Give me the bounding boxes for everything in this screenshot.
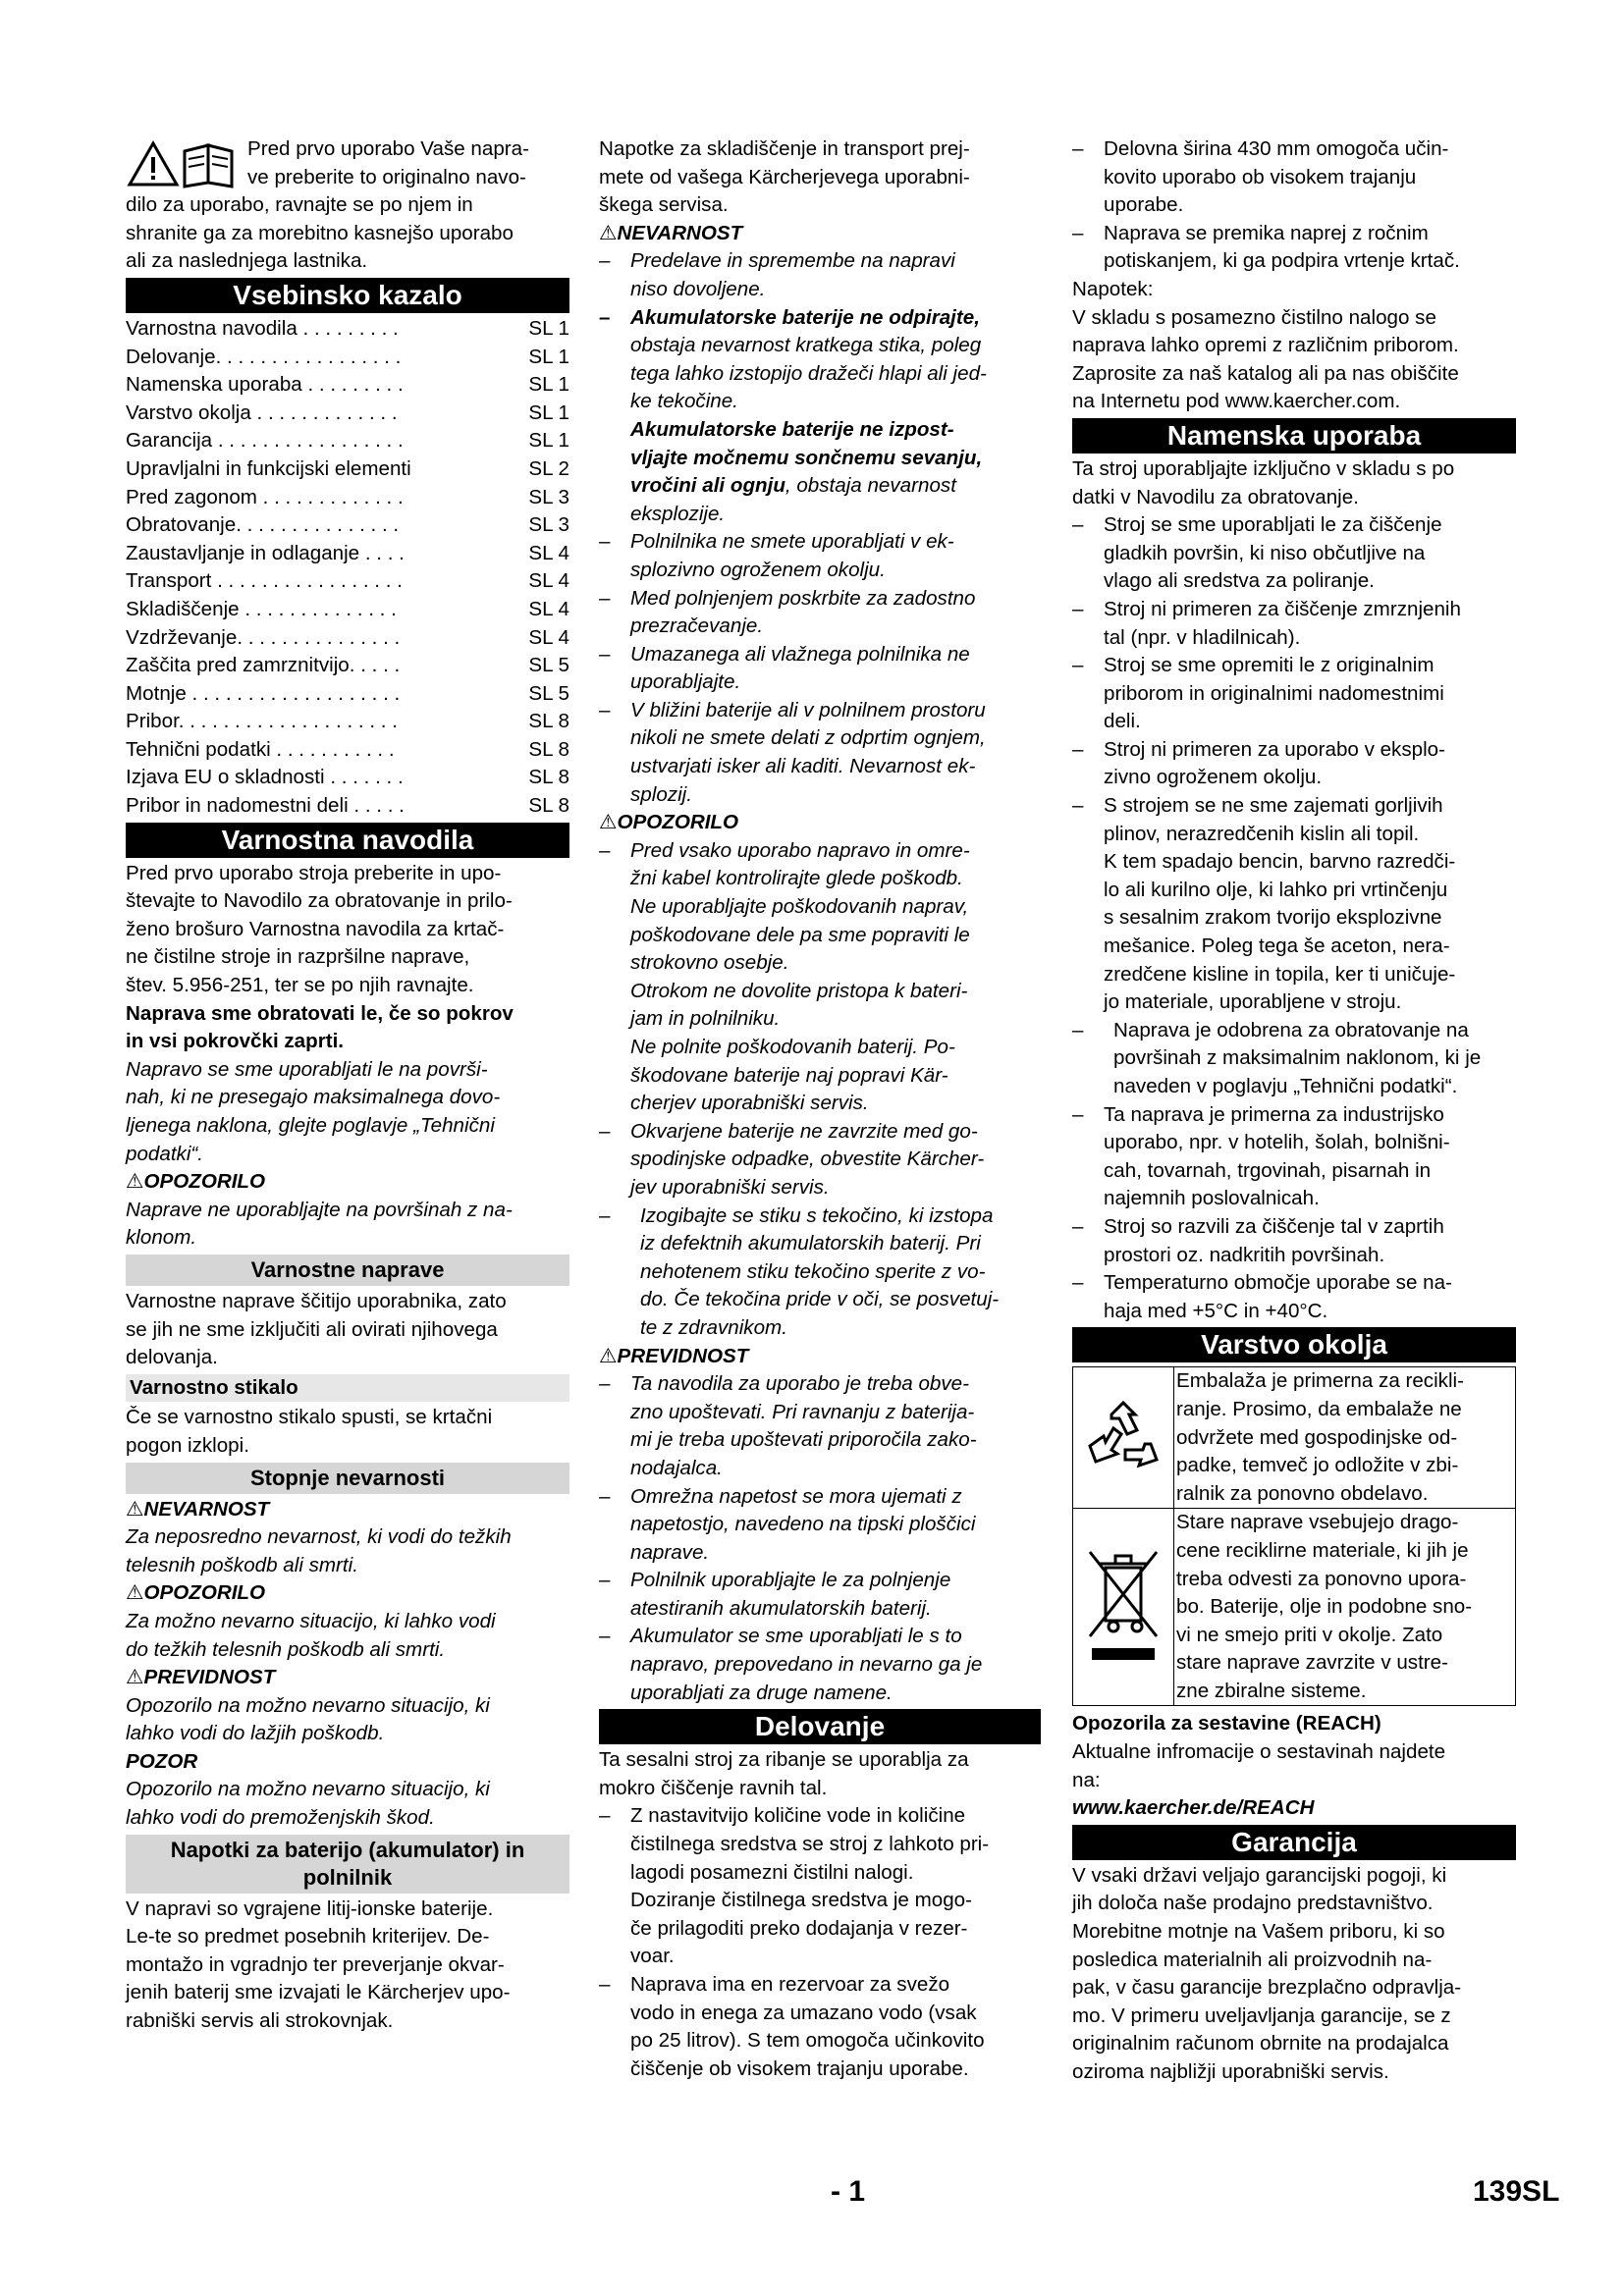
list-line: lo ali kurilno olje, ki lahko pri vrtinčenju	[1104, 878, 1448, 901]
toc-entry-page: SL 4	[528, 541, 569, 564]
list-item: – Temperaturno območje uporabe se na- haja med +5°C in +40°C.	[1072, 1269, 1516, 1325]
safety-heading: Varnostna navodila	[126, 823, 569, 858]
warning-label: ⚠OPOZORILO	[126, 1170, 266, 1194]
list-line: Predelave in spremembe na napravi	[630, 249, 955, 273]
list-line: Ne uporabljajte poškodovanih naprav,	[630, 895, 969, 919]
toc-entry-title: Zaščita pred zamrznitvijo. . . . .	[126, 654, 401, 677]
text-line: Pred prvo uporabo stroja preberite in upo-	[126, 861, 502, 884]
warning-label: POZOR	[126, 1749, 198, 1773]
text-line: odvržete med gospodinjske od-	[1176, 1425, 1458, 1449]
list-line: obstaja nevarnost kratkega stika, poleg	[630, 334, 982, 357]
table-of-contents	[126, 315, 569, 821]
list-line: splozij.	[630, 782, 692, 806]
list-line: Akumulatorske baterije ne izpost-	[630, 417, 954, 441]
list-line: plinov, nerazredčenih kislin ali topil.	[1104, 822, 1420, 845]
list-line: površinah z maksimalnim naklonom, ki je	[1113, 1046, 1482, 1070]
text-line: Le-te so predmet posebnih kriterijev. De-	[126, 1925, 490, 1949]
toc-entry-title: Varnostna navodila . . . . . . . . .	[126, 316, 399, 340]
text-line: Ta sesalni stroj za ribanje se uporablja za	[599, 1748, 969, 1772]
list-line: Okvarjene baterije ne zavrzite med go-	[630, 1119, 978, 1143]
warranty-heading: Garancija	[1072, 1825, 1516, 1860]
toc-entry-page: SL 4	[528, 625, 569, 649]
switch-heading: Varnostno stikalo	[126, 1374, 569, 1403]
list-line: po 25 litrov). S tem omogoča učinkovito	[630, 2029, 985, 2053]
list-line: atestiranih akumulatorskih baterij.	[630, 1596, 932, 1620]
list-line: naprave.	[630, 1540, 710, 1564]
list-item: – Stroj ni primeren za čiščenje zmrznjenih tal (npr. v hladilnicah).	[1072, 596, 1516, 652]
text-line: jenih baterij sme izvajati le Kärcherjev upo-	[126, 1981, 511, 2004]
list-line: napravo, prepovedano in nevarno ga je	[630, 1653, 983, 1677]
list-line: Otrokom ne dovolite pristopa k bateri-	[630, 979, 968, 1002]
toc-entry-title: Izjava EU o skladnosti . . . . . . .	[126, 766, 404, 789]
toc-entry-title: Zaustavljanje in odlaganje . . . .	[126, 541, 405, 564]
levels-heading: Stopnje nevarnosti	[126, 1463, 569, 1494]
bold-line: Naprava sme obratovati le, če so pokrov	[126, 1001, 514, 1025]
text-line: treba odvesti za ponovno upora-	[1176, 1567, 1467, 1590]
list-item: – Polnilnika ne smete uporabljati v ek- splozivno ogroženem okolju.	[599, 528, 1041, 584]
intended-use-heading: Namenska uporaba	[1072, 418, 1516, 454]
text-line: Embalaža je primerna za recikli-	[1176, 1369, 1464, 1393]
list-line: zivno ogroženem okolju.	[1104, 766, 1323, 789]
list-item: – Naprava je odobrena za obratovanje na površinah z maksimalnim naklonom, ki je naveden v poglavju „Tehnični podatki“.	[1072, 1017, 1516, 1101]
list-item: – Pred vsako uporabo napravo in omre- žni kabel kontrolirajte glede poškodb. Ne uporabljajte poškodovanih naprav, poškodovane dele pa sme popraviti le strokovno osebje. Otrokom ne dovolite pristopa k bateri- jam in polnilniku. Ne polnite poškodovanih baterij. Po- škodovane baterije naj popravi Kär- cherjev uporabniški servis.	[599, 837, 1041, 1118]
list-line: žni kabel kontrolirajte glede poškodb.	[630, 867, 963, 890]
list-line: Stroj se sme uporabljati le za čiščenje	[1104, 513, 1442, 537]
text-line: škega servisa.	[599, 193, 729, 217]
toc-entry-page: SL 5	[528, 681, 569, 705]
toc-entry[interactable]	[126, 427, 569, 455]
intro-line: Pred prvo uporabo Vaše napra-	[247, 137, 529, 160]
toc-entry-page: SL 1	[528, 373, 569, 397]
italic-line: Za neposredno nevarnost, ki vodi do težkih	[126, 1525, 512, 1549]
text-line: posledica materialnih ali proizvodnih na-	[1072, 1948, 1433, 1971]
environment-text	[1174, 1509, 1515, 1705]
list-item: – Izogibajte se stiku s tekočino, ki izstopa iz defektnih akumulatorskih baterij. Pri nehotenem stiku tekočino sperite z vo- do. Če tekočina pride v oči, se posvetuj- te z zdravnikom.	[599, 1202, 1041, 1343]
list-line: prostori oz. nadkritih površinah.	[1104, 1243, 1385, 1266]
battery-heading-line: Napotki za baterijo (akumulator) in	[170, 1837, 525, 1862]
list-line: čistilnega sredstva se stroj z lahkoto pri-	[630, 1833, 990, 1856]
italic-line: Opozorilo na možno nevarno situacijo, ki	[126, 1693, 490, 1717]
toc-entry[interactable]	[126, 596, 569, 624]
list-item: – Z nastavitvijo količine vode in količine čistilnega sredstva se stroj z lahkoto pri- lagodi posamezni čistilni nalogi. Doziranje čistilnega sredstva je mogo- če prilagoditi preko dodajanja v rezer- voar.	[599, 1802, 1041, 1971]
text-line: ranje. Prosimo, da embalaže ne	[1176, 1397, 1462, 1420]
list-item: – Umazanega ali vlažnega polnilnika ne uporabljajte.	[599, 641, 1041, 697]
list-line: Pred vsako uporabo napravo in omre-	[630, 838, 970, 862]
text-line: Zaprosite za naš katalog ali pa nas obiščite	[1072, 361, 1459, 385]
list-line: kovito uporabo ob visokem trajanju	[1104, 165, 1417, 188]
intro-block	[126, 135, 569, 276]
column-3	[1072, 135, 1516, 2087]
text-line: rabniški servis ali strokovnjak.	[126, 2009, 394, 2033]
text-line: montažo in vgradnjo ter preverjanje okvar-	[126, 1952, 505, 1976]
list-line: Z nastavitvijo količine vode in količine	[630, 1804, 966, 1828]
toc-entry-title: Vzdrževanje. . . . . . . . . . . . . . .	[126, 625, 401, 649]
text-line: naprava lahko opremi z različnim priborom.	[1072, 334, 1459, 357]
text-line: štev. 5.956-251, ter se po njih ravnajte.	[126, 974, 474, 997]
list-line: Naprava se premika naprej z ročnim	[1104, 221, 1429, 244]
list-line: Stroj so razvili za čiščenje tal v zaprtih	[1104, 1214, 1444, 1238]
list-line: škodovane baterije naj popravi Kär-	[630, 1063, 948, 1087]
toc-entry-page: SL 3	[528, 513, 569, 537]
list-line: haja med +5°C in +40°C.	[1104, 1299, 1328, 1322]
warning-label: ⚠OPOZORILO	[599, 811, 739, 834]
page-code: 139SL	[1473, 2175, 1560, 2208]
list-line: potiskanjem, ki ga podpira vrtenje krtač.	[1104, 249, 1460, 273]
toc-entry-page: SL 8	[528, 766, 569, 789]
list-line: gladkih površin, ki niso občutljive na	[1104, 541, 1426, 564]
list-item: – Stroj se sme opremiti le z originalnim priborom in originalnimi nadomestnimi deli.	[1072, 652, 1516, 736]
toc-entry-title: Tehnični podatki . . . . . . . . . . .	[126, 737, 395, 761]
list-line: nodajalca.	[630, 1456, 723, 1479]
text-line: mokro čiščenje ravnih tal.	[599, 1776, 828, 1799]
toc-entry[interactable]	[126, 792, 569, 821]
battery-heading-line: polnilnik	[302, 1864, 393, 1890]
note-label: Napotek:	[1072, 277, 1154, 300]
text-line: mo. V primeru uveljavljanja garancije, se z	[1072, 2003, 1451, 2027]
recycle-icon	[1073, 1367, 1174, 1508]
italic-line: lahko vodi do lažjih poškodb.	[126, 1722, 385, 1745]
intro-line: dilo za uporabo, ravnajte se po njem in	[126, 193, 473, 217]
list-line: splozivno ogroženem okolju.	[630, 558, 886, 581]
list-line: uporabljati za druge namene.	[630, 1681, 893, 1704]
italic-line: do težkih telesnih poškodb ali smrti.	[126, 1637, 446, 1661]
list-line: Umazanega ali vlažnega polnilnika ne	[630, 642, 970, 666]
list-line: lagodi posamezni čistilni nalogi.	[630, 1860, 914, 1884]
list-line: do. Če tekočina pride v oči, se posvetuj-	[640, 1288, 1000, 1311]
italic-line: lahko vodi do premoženjskih škod.	[126, 1806, 435, 1830]
list-line: Ta naprava je primerna za industrijsko	[1104, 1102, 1444, 1126]
list-line: vljajte močnemu sončnemu sevanju,	[630, 446, 983, 469]
text-line: števajte to Navodilo za obratovanje in prilo-	[126, 889, 513, 913]
toc-entry-page: SL 8	[528, 794, 569, 818]
list-line: mešanice. Poleg tega še aceton, nera-	[1104, 934, 1450, 958]
italic-line: Za možno nevarno situacijo, ki lahko vodi	[126, 1609, 496, 1632]
toc-entry[interactable]	[126, 371, 569, 400]
list-line: Ta navodila za uporabo je treba obve-	[630, 1372, 969, 1396]
list-item: – Akumulator se sme uporabljati le s to napravo, prepovedano in nevarno ga je uporabljati za druge namene.	[599, 1623, 1041, 1707]
list-line: K tem spadajo bencin, barvno razredči-	[1104, 850, 1456, 874]
list-line: Temperaturno območje uporabe se na-	[1104, 1271, 1452, 1295]
text-line: oziroma najbližji uporabniški servis.	[1072, 2060, 1389, 2083]
list-item: – Stroj se sme uporabljati le za čiščenje gladkih površin, ki niso občutljive na vlago ali sredstva za poliranje.	[1072, 511, 1516, 596]
list-line: zno upoštevati. Pri ravnanju z baterija-	[630, 1400, 975, 1423]
list-line: s sesalnim zrakom tvorijo eksplozivne	[1104, 906, 1442, 930]
text-line: originalnim računom obrnite na prodajalca	[1072, 2032, 1449, 2056]
text-line: padke, temveč jo odložite v zbi-	[1176, 1454, 1459, 1477]
toc-entry[interactable]	[126, 736, 569, 765]
intended-use-list	[1072, 511, 1516, 1325]
environment-row	[1073, 1508, 1515, 1705]
list-line: jam in polnilniku.	[630, 1007, 781, 1031]
text-line: delovanja.	[126, 1346, 218, 1369]
warning-manual-icon	[126, 137, 242, 188]
italic-line: telesnih poškodb ali smrti.	[126, 1553, 358, 1576]
toc-entry-title: Pribor. . . . . . . . . . . . . . . . . . . .	[126, 710, 398, 733]
list-line: zredčene kisline in topila, ker ti uničuje-	[1104, 962, 1456, 986]
italic-line: podatki“.	[126, 1142, 203, 1165]
text-line: ne čistilne stroje in razpršilne naprave,	[126, 945, 470, 969]
list-line: Akumulator se sme uporabljati le s to	[630, 1625, 962, 1648]
environment-text	[1174, 1367, 1515, 1508]
list-line: vlago ali sredstva za poliranje.	[1104, 569, 1375, 593]
list-line: najemnih poslovalnicah.	[1104, 1187, 1320, 1210]
environment-table	[1072, 1366, 1516, 1706]
list-item: – S strojem se ne sme zajemati gorljivih plinov, nerazredčenih kislin ali topil. K tem spadajo bencin, barvno razredči- lo ali kurilno olje, ki lahko pri vrtinčenju s sesalnim zrakom tvorijo eksplozivne mešanice. Poleg tega še aceton, nera- zredčene kisline in topila, ker ti uničuje- jo materiale, uporabljene v stroju.	[1072, 792, 1516, 1017]
text-line: bo. Baterije, olje in podobne sno-	[1176, 1595, 1473, 1619]
text-line: zne zbiralne sisteme.	[1176, 1679, 1367, 1702]
list-line: cherjev uporabniški servis.	[630, 1092, 869, 1115]
list-line: jo materiale, uporabljene v stroju.	[1104, 990, 1402, 1014]
toc-entry[interactable]	[126, 764, 569, 792]
italic-line: Naprave ne uporabljajte na površinah z na-	[126, 1198, 513, 1221]
list-item: – Akumulatorske baterije ne odpirajte, obstaja nevarnost kratkega stika, poleg tega lahko izstopijo dražeči hlapi ali jed- ke tekočine. Akumulatorske baterije ne izpost- vljajte močnemu sončnemu sevanju, vročini ali ognju, obstaja nevarnost eksplozije.	[599, 304, 1041, 529]
text-line: Aktualne infromacije o sestavinah najdete	[1072, 1740, 1446, 1764]
text-line: V skladu s posamezno čistilno nalogo se	[1072, 305, 1436, 329]
list-line: strokovno osebje.	[630, 951, 789, 975]
list-line: Stroj ni primeren za čiščenje zmrznjenih	[1104, 597, 1461, 620]
list-item: – Predelave in spremembe na napravi niso dovoljene.	[599, 247, 1041, 303]
list-item: – V bližini baterije ali v polnilnem prostoru nikoli ne smete delati z odprtim ognjem, ustvarjati isker ali kaditi. Nevarnost ek- splozij.	[599, 697, 1041, 809]
toc-entry[interactable]	[126, 511, 569, 540]
warning-label: ⚠NEVARNOST	[599, 221, 743, 244]
text-line: mete od vašega Kärcherjevega uporabni-	[599, 165, 970, 188]
list-line: Akumulatorske baterije ne odpirajte,	[630, 305, 980, 329]
toc-entry-page: SL 5	[528, 654, 569, 677]
italic-line: nah, ki ne presegajo maksimalnega dovo-	[126, 1086, 501, 1109]
warning-label: ⚠NEVARNOST	[126, 1497, 270, 1521]
toc-entry[interactable]	[126, 624, 569, 653]
toc-entry[interactable]	[126, 455, 569, 484]
italic-line: klonom.	[126, 1226, 197, 1250]
list-line: deli.	[1104, 710, 1141, 733]
list-item: – Ta naprava je primerna za industrijsko uporabo, npr. v hotelih, šolah, bolnišni- cah, tovarnah, trgovinah, pisarnah in najemnih poslovalnicah.	[1072, 1101, 1516, 1213]
text-line: ralnik za ponovno obdelavo.	[1176, 1481, 1429, 1505]
text-line: Morebitne motnje na Vašem priboru, ki so	[1072, 1920, 1445, 1944]
toc-entry-title: Varstvo okolja . . . . . . . . . . . . .	[126, 400, 398, 424]
list-line: cah, tovarnah, trgovinah, pisarnah in	[1104, 1158, 1432, 1182]
list-line: V bližini baterije ali v polnilnem prostoru	[630, 698, 986, 721]
text-line: pogon izklopi.	[126, 1433, 249, 1457]
toc-entry-title: Motnje . . . . . . . . . . . . . . . . . . .	[126, 681, 401, 705]
list-line: voar.	[630, 1945, 675, 1968]
toc-entry-page: SL 4	[528, 597, 569, 620]
toc-entry[interactable]	[126, 652, 569, 680]
list-line: Polnilnik uporabljajte le za polnjenje	[630, 1569, 951, 1592]
list-line: čiščenje ob visokem trajanju uporabe.	[630, 2056, 969, 2080]
list-item: – Polnilnik uporabljajte le za polnjenje atestiranih akumulatorskih baterij.	[599, 1567, 1041, 1623]
text-line: ženo brošuro Varnostna navodila za krtač-	[126, 917, 505, 940]
bold-line: in vsi pokrovčki zaprti.	[126, 1030, 345, 1053]
text-line: jih določa naše prodajno predstavništvo.	[1072, 1892, 1434, 1915]
list-line: ustvarjati isker ali kaditi. Nevarnost ek-	[630, 755, 976, 778]
list-item: – Med polnjenjem poskrbite za zadostno prezračevanje.	[599, 585, 1041, 641]
toc-entry-title: Pribor in nadomestni deli . . . . .	[126, 794, 405, 818]
toc-entry[interactable]	[126, 540, 569, 568]
text-line: V vsaki državi veljajo garancijski pogoji, ki	[1072, 1863, 1447, 1887]
page-number: - 1	[831, 2175, 866, 2208]
intro-line: shranite ga za morebitno kasnejšo uporabo	[126, 221, 514, 244]
list-line: prezračevanje.	[630, 614, 764, 638]
list-line: priborom in originalnimi nadomestnimi	[1104, 681, 1444, 705]
reach-label: Opozorila za sestavine (REACH)	[1072, 1712, 1381, 1735]
toc-entry[interactable]	[126, 400, 569, 428]
intro-line: ali za naslednjega lastnika.	[126, 249, 368, 273]
list-line: mi je treba upoštevati priporočila zako-	[630, 1428, 977, 1452]
list-line: Doziranje čistilnega sredstva je mogo-	[630, 1889, 972, 1912]
list-line: napetostjo, navedeno na tipski ploščici	[630, 1513, 976, 1536]
toc-entry-page: SL 1	[528, 429, 569, 453]
toc-entry-page: SL 1	[528, 345, 569, 368]
toc-entry-title: Delovanje. . . . . . . . . . . . . . . . .	[126, 345, 402, 368]
list-item: – Omrežna napetost se mora ujemati z napetostjo, navedeno na tipski ploščici naprave.	[599, 1483, 1041, 1568]
text-line: V napravi so vgrajene litij-ionske baterije.	[126, 1896, 494, 1920]
list-line: če prilagoditi preko dodajanja v rezer-	[630, 1916, 968, 1940]
toc-entry-page: SL 1	[528, 316, 569, 340]
text-line: na Internetu pod www.kaercher.com.	[1072, 390, 1401, 413]
list-item: – Stroj so razvili za čiščenje tal v zaprtih prostori oz. nadkritih površinah.	[1072, 1213, 1516, 1269]
toc-entry-page: SL 3	[528, 485, 569, 508]
list-item: – Naprava se premika naprej z ročnim potiskanjem, ki ga podpira vrtenje krtač.	[1072, 220, 1516, 276]
text-line: Varnostne naprave ščitijo uporabnika, zato	[126, 1289, 507, 1312]
list-line: niso dovoljene.	[630, 277, 766, 300]
italic-line: Napravo se sme uporabljati le na površi-	[126, 1057, 488, 1081]
list-line: Naprava je odobrena za obratovanje na	[1113, 1018, 1469, 1041]
toc-entry[interactable]	[126, 315, 569, 344]
list-line: naveden v poglavju „Tehnični podatki“.	[1113, 1075, 1458, 1097]
warning-label: ⚠OPOZORILO	[126, 1581, 266, 1605]
list-line: nikoli ne smete delati z odprtim ognjem,	[630, 726, 986, 750]
text-line: Stare naprave vsebujejo drago-	[1176, 1511, 1459, 1534]
toc-entry[interactable]	[126, 708, 569, 736]
toc-entry[interactable]	[126, 484, 569, 512]
list-item: – Naprava ima en rezervoar za svežo vodo in enega za umazano vodo (vsak po 25 litrov). S tem omogoča učinkovito čiščenje ob visokem trajanju uporabe.	[599, 1971, 1041, 2083]
bold-fragment: vročini ali ognju	[630, 474, 785, 498]
list-item: – Ta navodila za uporabo je treba obve- zno upoštevati. Pri ravnanju z baterija- mi je treba upoštevati priporočila zako- nodajalca.	[599, 1370, 1041, 1482]
list-line: Omrežna napetost se mora ujemati z	[630, 1484, 962, 1508]
environment-row	[1073, 1367, 1515, 1508]
text-line: Napotke za skladiščenje in transport prej-	[599, 137, 970, 160]
toc-heading: Vsebinsko kazalo	[126, 278, 569, 313]
operation-heading: Delovanje	[599, 1709, 1041, 1744]
toc-entry-page: SL 8	[528, 737, 569, 761]
list-line: Naprava ima en rezervoar za svežo	[630, 1973, 950, 1996]
list-item: – Okvarjene baterije ne zavrzite med go- spodinjske odpadke, obvestite Kärcher- jev uporabniški servis.	[599, 1118, 1041, 1202]
list-line: Izogibajte se stiku s tekočino, ki izstopa	[640, 1203, 994, 1227]
list-line: poškodovane dele pa sme popraviti le	[630, 923, 970, 946]
list-line: ke tekočine.	[630, 390, 738, 413]
text-fragment: , obstaja nevarnost	[785, 474, 956, 498]
list-line: eksplozije.	[630, 502, 726, 525]
toc-entry-page: SL 8	[528, 710, 569, 733]
list-line: uporabo, npr. v hotelih, šolah, bolnišni-	[1104, 1131, 1450, 1154]
toc-entry-page: SL 1	[528, 400, 569, 424]
list-line: Stroj ni primeren za uporabo v eksplo-	[1104, 737, 1445, 761]
text-line: na:	[1072, 1768, 1101, 1791]
toc-entry-title: Upravljalni in funkcijski elementi	[126, 456, 411, 480]
toc-entry-title: Namenska uporaba . . . . . . . . .	[126, 373, 404, 397]
environment-heading: Varstvo okolja	[1072, 1327, 1516, 1362]
list-line: Delovna širina 430 mm omogoča učin-	[1104, 137, 1449, 160]
list-line: vodo in enega za umazano vodo (vsak	[630, 2001, 977, 2024]
devices-heading: Varnostne naprave	[126, 1255, 569, 1286]
toc-entry-title: Transport . . . . . . . . . . . . . . . . .	[126, 569, 403, 593]
column-2	[599, 135, 1041, 2083]
list-line: nehotenem stiku tekočino sperite z vo-	[640, 1259, 986, 1283]
text-line: pak, v času garancije brezplačno odpravlja-	[1072, 1976, 1462, 2000]
list-line	[630, 472, 1041, 501]
list-line: Med polnjenjem poskrbite za zadostno	[630, 586, 976, 610]
battery-heading	[126, 1835, 569, 1894]
toc-entry-title: Garancija . . . . . . . . . . . . . . . . .	[126, 429, 404, 453]
list-line: jev uporabniški servis.	[630, 1175, 830, 1199]
warning-label: ⚠PREVIDNOST	[126, 1666, 276, 1689]
list-line: S strojem se ne sme zajemati gorljivih	[1104, 794, 1443, 818]
text-line: se jih ne sme izključiti ali ovirati njihovega	[126, 1317, 498, 1341]
crossed-bin-icon	[1073, 1509, 1174, 1705]
list-item: – Stroj ni primeren za uporabo v eksplo- zivno ogroženem okolju.	[1072, 736, 1516, 792]
toc-entry[interactable]	[126, 567, 569, 596]
list-line: te z zdravnikom.	[640, 1315, 787, 1339]
list-line: iz defektnih akumulatorskih baterij. Pri	[640, 1232, 981, 1255]
toc-entry-page: SL 4	[528, 569, 569, 593]
text-line: vi ne smejo priti v okolje. Zato	[1176, 1623, 1443, 1646]
warning-label: ⚠PREVIDNOST	[599, 1344, 749, 1367]
list-line: spodinjske odpadke, obvestite Kärcher-	[630, 1148, 985, 1171]
list-line: tega lahko izstopijo dražeči hlapi ali jed-	[630, 361, 987, 385]
toc-entry-title: Pred zagonom . . . . . . . . . . . . .	[126, 485, 404, 508]
list-line: uporabe.	[1104, 193, 1184, 217]
toc-entry-title: Obratovanje. . . . . . . . . . . . . . .	[126, 513, 400, 537]
list-line: tal (npr. v hladilnicah).	[1104, 625, 1301, 649]
toc-entry[interactable]	[126, 344, 569, 372]
intro-line: ve preberite to originalno navo-	[247, 165, 526, 188]
list-item: – Delovna širina 430 mm omogoča učin- kovito uporabo ob visokem trajanju uporabe.	[1072, 135, 1516, 220]
italic-line: Opozorilo na možno nevarno situacijo, ki	[126, 1778, 490, 1801]
text-line: datki v Navodilu za obratovanje.	[1072, 485, 1359, 508]
text-line: stare naprave zavrzite v ustre-	[1176, 1651, 1448, 1675]
text-line: Ta stroj uporabljajte izključno v skladu s po	[1072, 456, 1455, 480]
list-line: uporabljajte.	[630, 670, 741, 694]
list-line: Ne polnite poškodovanih baterij. Po-	[630, 1036, 955, 1058]
column-1	[126, 135, 569, 2036]
text-line: Če se varnostno stikalo spusti, se krtačni	[126, 1406, 493, 1429]
toc-entry[interactable]	[126, 680, 569, 709]
list-line: Polnilnika ne smete uporabljati v ek-	[630, 530, 954, 554]
toc-entry-page: SL 2	[528, 456, 569, 480]
toc-entry-title: Skladiščenje . . . . . . . . . . . . . .	[126, 597, 397, 620]
reach-link[interactable]: www.kaercher.de/REACH	[1072, 1796, 1315, 1820]
list-line: Stroj se sme opremiti le z originalnim	[1104, 654, 1435, 677]
italic-line: ljenega naklona, glejte poglavje „Tehnični	[126, 1114, 495, 1137]
text-line: cene reciklirne materiale, ki jih je	[1176, 1538, 1469, 1562]
